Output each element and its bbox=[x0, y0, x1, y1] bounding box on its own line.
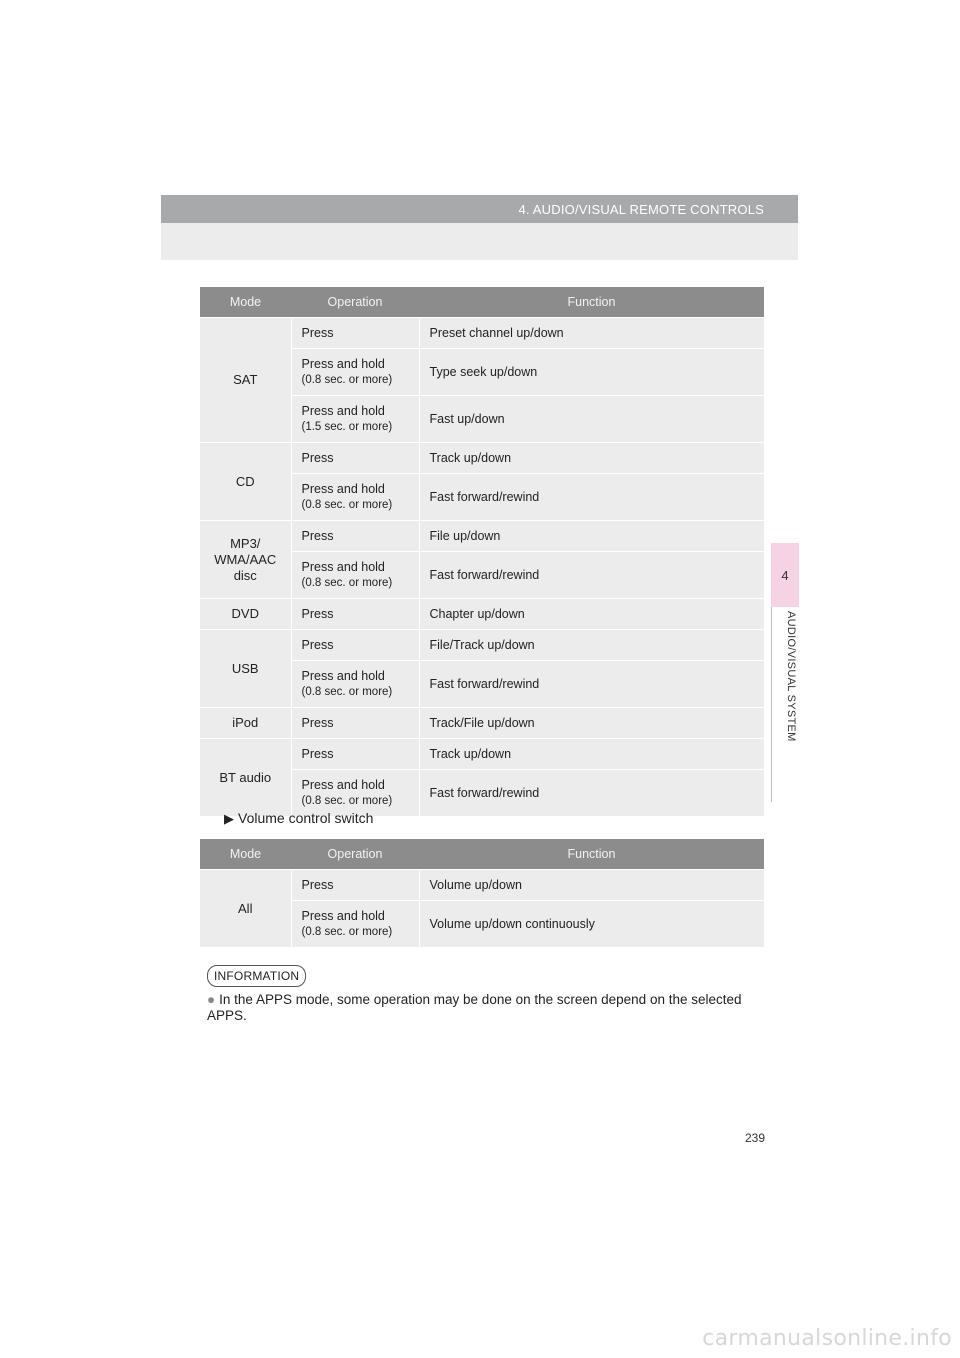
table-header-row bbox=[200, 839, 764, 870]
volume-section-heading bbox=[224, 810, 373, 827]
operation-text: Press and hold bbox=[301, 778, 385, 792]
chapter-title: 4. AUDIO/VISUAL REMOTE CONTROLS bbox=[518, 202, 764, 217]
operation-cell bbox=[291, 474, 419, 521]
operation-text: Press and hold bbox=[301, 482, 385, 496]
operation-cell bbox=[291, 661, 419, 708]
operation-cell bbox=[291, 870, 419, 901]
function-cell: Track up/down bbox=[419, 739, 764, 770]
operation-text: Press and hold bbox=[301, 909, 385, 923]
header-operation: Operation bbox=[291, 839, 419, 870]
operation-text: Press bbox=[301, 878, 334, 892]
operation-text: Press bbox=[301, 529, 334, 543]
operation-text: Press and hold bbox=[301, 669, 385, 683]
table-row bbox=[200, 318, 764, 349]
operation-text: Press and hold bbox=[301, 357, 385, 371]
table-row bbox=[200, 708, 764, 739]
table-row bbox=[200, 521, 764, 552]
operation-text: Press bbox=[301, 451, 334, 465]
volume-section-title: Volume control switch bbox=[238, 810, 374, 826]
watermark: carmanualsonline.info bbox=[702, 1326, 952, 1351]
table-row bbox=[200, 599, 764, 630]
function-cell: Type seek up/down bbox=[419, 349, 764, 396]
chapter-header bbox=[161, 195, 798, 223]
operation-duration: (0.8 sec. or more) bbox=[301, 499, 393, 511]
function-cell: Fast up/down bbox=[419, 396, 764, 443]
operation-cell bbox=[291, 521, 419, 552]
mode-cell: iPod bbox=[200, 708, 291, 739]
mode-cell: DVD bbox=[200, 599, 291, 630]
header-mode: Mode bbox=[200, 287, 291, 318]
function-cell: Track up/down bbox=[419, 443, 764, 474]
triangle-right-icon: ▶ bbox=[224, 811, 234, 826]
operation-cell bbox=[291, 630, 419, 661]
bullet-icon: ● bbox=[207, 992, 216, 1007]
operation-duration: (0.8 sec. or more) bbox=[301, 374, 393, 386]
information-badge: INFORMATION bbox=[207, 965, 306, 987]
operation-duration: (0.8 sec. or more) bbox=[301, 926, 393, 938]
table-row bbox=[200, 443, 764, 474]
operation-duration: (0.8 sec. or more) bbox=[301, 795, 393, 807]
table-row bbox=[200, 739, 764, 770]
operation-duration: (0.8 sec. or more) bbox=[301, 577, 393, 589]
function-cell: Volume up/down continuously bbox=[419, 901, 764, 948]
operation-text: Press bbox=[301, 716, 334, 730]
operation-duration: (0.8 sec. or more) bbox=[301, 686, 393, 698]
function-cell: Volume up/down bbox=[419, 870, 764, 901]
operation-cell bbox=[291, 443, 419, 474]
function-cell: Fast forward/rewind bbox=[419, 552, 764, 599]
side-tab-label: AUDIO/VISUAL SYSTEM bbox=[785, 611, 797, 742]
page-number: 239 bbox=[745, 1131, 766, 1145]
table-row bbox=[200, 870, 764, 901]
information-text: In the APPS mode, some operation may be done on the screen depend on the selected APPS. bbox=[207, 992, 742, 1023]
table-header-row bbox=[200, 287, 764, 318]
information-note bbox=[207, 992, 767, 1024]
mode-cell: MP3/ WMA/AAC disc bbox=[200, 521, 291, 599]
operation-duration: (1.5 sec. or more) bbox=[301, 421, 393, 433]
mode-cell: BT audio bbox=[200, 739, 291, 817]
function-cell: Track/File up/down bbox=[419, 708, 764, 739]
side-tab-number: 4 bbox=[771, 543, 799, 607]
function-cell: Preset channel up/down bbox=[419, 318, 764, 349]
header-mode: Mode bbox=[200, 839, 291, 870]
header-operation: Operation bbox=[291, 287, 419, 318]
mode-cell: CD bbox=[200, 443, 291, 521]
table-row bbox=[200, 630, 764, 661]
function-cell: Fast forward/rewind bbox=[419, 474, 764, 521]
function-cell: Chapter up/down bbox=[419, 599, 764, 630]
operation-text: Press bbox=[301, 607, 334, 621]
operation-cell bbox=[291, 552, 419, 599]
operation-text: Press bbox=[301, 326, 334, 340]
operation-text: Press and hold bbox=[301, 560, 385, 574]
operation-text: Press bbox=[301, 638, 334, 652]
mode-cell: USB bbox=[200, 630, 291, 708]
operation-cell bbox=[291, 396, 419, 443]
function-cell: File/Track up/down bbox=[419, 630, 764, 661]
header-function: Function bbox=[419, 839, 764, 870]
mode-cell: All bbox=[200, 870, 291, 948]
operation-cell bbox=[291, 901, 419, 948]
operation-cell bbox=[291, 318, 419, 349]
function-cell: Fast forward/rewind bbox=[419, 661, 764, 708]
header-function: Function bbox=[419, 287, 764, 318]
operation-text: Press and hold bbox=[301, 404, 385, 418]
operation-cell bbox=[291, 708, 419, 739]
function-cell: File up/down bbox=[419, 521, 764, 552]
operation-cell bbox=[291, 349, 419, 396]
mode-cell: SAT bbox=[200, 318, 291, 443]
header-sub-band bbox=[161, 223, 798, 260]
seek-control-table bbox=[200, 287, 764, 816]
operation-text: Press bbox=[301, 747, 334, 761]
function-cell: Fast forward/rewind bbox=[419, 770, 764, 817]
operation-cell bbox=[291, 739, 419, 770]
operation-cell bbox=[291, 599, 419, 630]
volume-control-table bbox=[200, 839, 764, 947]
